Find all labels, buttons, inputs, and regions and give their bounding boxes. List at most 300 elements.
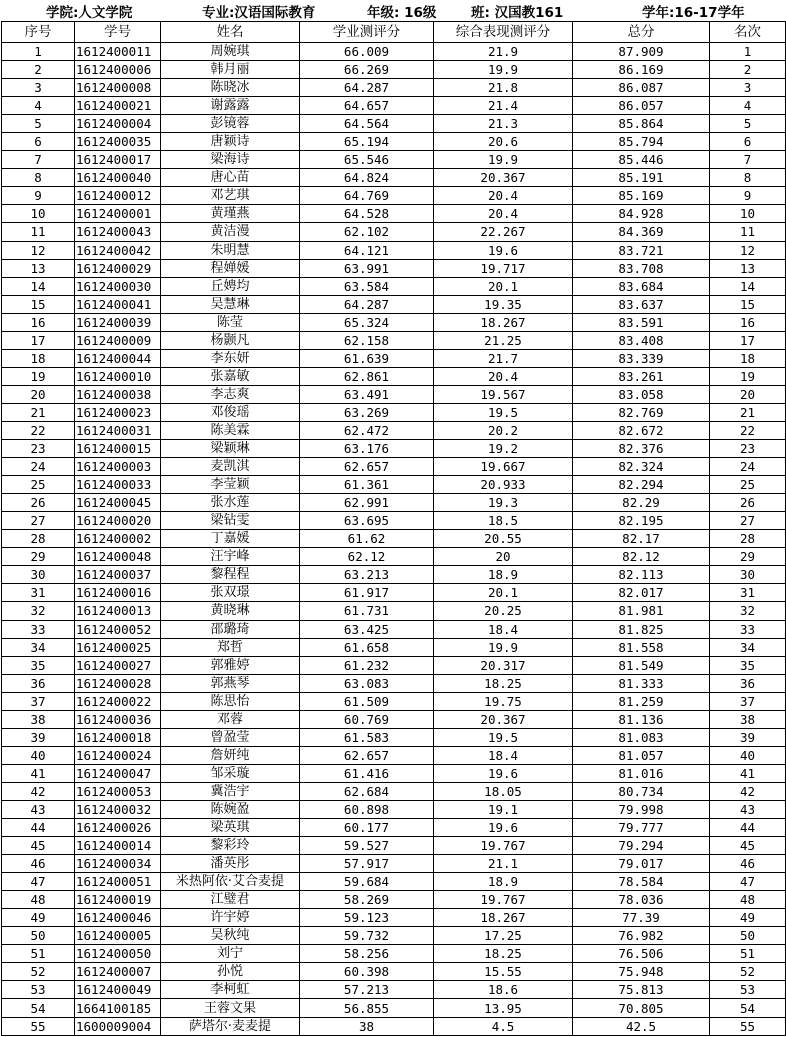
name-cell: 程婵媛 bbox=[161, 259, 300, 277]
total-score-cell: 84.369 bbox=[573, 223, 710, 241]
seq-cell: 1 bbox=[2, 43, 75, 61]
rank-cell: 34 bbox=[710, 638, 786, 656]
table-row bbox=[2, 169, 786, 187]
sheet-header bbox=[0, 0, 786, 21]
seq-cell: 3 bbox=[2, 79, 75, 97]
name-cell: 詹妍纯 bbox=[161, 746, 300, 764]
rank-cell: 14 bbox=[710, 277, 786, 295]
conduct-score-cell: 22.267 bbox=[434, 223, 573, 241]
table-row bbox=[2, 873, 786, 891]
academic-score-cell: 38 bbox=[300, 1017, 434, 1035]
total-score-cell: 78.584 bbox=[573, 873, 710, 891]
student-id-cell: 1612400044 bbox=[75, 349, 161, 367]
total-score-cell: 75.813 bbox=[573, 981, 710, 999]
name-cell: 郭雅婷 bbox=[161, 656, 300, 674]
table-row bbox=[2, 385, 786, 403]
student-id-cell: 1612400016 bbox=[75, 584, 161, 602]
total-score-cell: 76.982 bbox=[573, 927, 710, 945]
academic-score-cell: 61.62 bbox=[300, 530, 434, 548]
name-cell: 朱明慧 bbox=[161, 241, 300, 259]
student-id-cell: 1612400003 bbox=[75, 458, 161, 476]
rank-cell: 28 bbox=[710, 530, 786, 548]
name-cell: 黄洁漫 bbox=[161, 223, 300, 241]
grade-label: 年级: 16级 bbox=[367, 5, 437, 21]
table-row bbox=[2, 476, 786, 494]
table-row bbox=[2, 728, 786, 746]
conduct-score-cell: 19.567 bbox=[434, 385, 573, 403]
academic-score-cell: 62.12 bbox=[300, 548, 434, 566]
conduct-score-cell: 19.9 bbox=[434, 151, 573, 169]
table-body bbox=[2, 43, 786, 1036]
rank-cell: 11 bbox=[710, 223, 786, 241]
academic-score-cell: 61.416 bbox=[300, 764, 434, 782]
name-cell: 郭燕琴 bbox=[161, 674, 300, 692]
rank-cell: 53 bbox=[710, 981, 786, 999]
name-cell: 郑哲 bbox=[161, 638, 300, 656]
name-cell: 麦凯淇 bbox=[161, 458, 300, 476]
seq-cell: 37 bbox=[2, 692, 75, 710]
academic-score-cell: 64.287 bbox=[300, 79, 434, 97]
total-score-cell: 77.39 bbox=[573, 909, 710, 927]
academic-score-cell: 58.269 bbox=[300, 891, 434, 909]
year-label: 学年:16-17学年 bbox=[642, 5, 745, 21]
conduct-score-cell: 19.6 bbox=[434, 241, 573, 259]
rank-cell: 19 bbox=[710, 367, 786, 385]
seq-cell: 4 bbox=[2, 97, 75, 115]
table-row bbox=[2, 205, 786, 223]
rank-cell: 23 bbox=[710, 440, 786, 458]
rank-cell: 17 bbox=[710, 331, 786, 349]
col-header-seq: 序号 bbox=[2, 22, 75, 43]
rank-cell: 26 bbox=[710, 494, 786, 512]
conduct-score-cell: 18.9 bbox=[434, 566, 573, 584]
student-id-cell: 1612400021 bbox=[75, 97, 161, 115]
conduct-score-cell: 19.6 bbox=[434, 819, 573, 837]
col-header-student-id: 学号 bbox=[75, 22, 161, 43]
seq-cell: 8 bbox=[2, 169, 75, 187]
conduct-score-cell: 13.95 bbox=[434, 999, 573, 1017]
table-row bbox=[2, 764, 786, 782]
table-row bbox=[2, 79, 786, 97]
rank-cell: 47 bbox=[710, 873, 786, 891]
conduct-score-cell: 20.367 bbox=[434, 710, 573, 728]
seq-cell: 47 bbox=[2, 873, 75, 891]
seq-cell: 34 bbox=[2, 638, 75, 656]
table-row bbox=[2, 223, 786, 241]
table-row bbox=[2, 656, 786, 674]
conduct-score-cell: 21.1 bbox=[434, 855, 573, 873]
total-score-cell: 81.333 bbox=[573, 674, 710, 692]
name-cell: 邵璐琦 bbox=[161, 620, 300, 638]
total-score-cell: 83.684 bbox=[573, 277, 710, 295]
total-score-cell: 81.083 bbox=[573, 728, 710, 746]
table-row bbox=[2, 891, 786, 909]
seq-cell: 49 bbox=[2, 909, 75, 927]
score-table bbox=[1, 21, 786, 1036]
conduct-score-cell: 21.3 bbox=[434, 115, 573, 133]
name-cell: 曾盈莹 bbox=[161, 728, 300, 746]
student-id-cell: 1612400039 bbox=[75, 313, 161, 331]
academic-score-cell: 66.009 bbox=[300, 43, 434, 61]
seq-cell: 42 bbox=[2, 782, 75, 800]
academic-score-cell: 61.509 bbox=[300, 692, 434, 710]
table-row bbox=[2, 674, 786, 692]
academic-score-cell: 63.176 bbox=[300, 440, 434, 458]
name-cell: 梁英琪 bbox=[161, 819, 300, 837]
total-score-cell: 83.708 bbox=[573, 259, 710, 277]
rank-cell: 54 bbox=[710, 999, 786, 1017]
total-score-cell: 82.12 bbox=[573, 548, 710, 566]
major-label: 专业:汉语国际教育 bbox=[202, 5, 316, 21]
rank-cell: 7 bbox=[710, 151, 786, 169]
academic-score-cell: 60.769 bbox=[300, 710, 434, 728]
seq-cell: 15 bbox=[2, 295, 75, 313]
name-cell: 张水莲 bbox=[161, 494, 300, 512]
seq-cell: 13 bbox=[2, 259, 75, 277]
seq-cell: 51 bbox=[2, 945, 75, 963]
name-cell: 吴慧琳 bbox=[161, 295, 300, 313]
seq-cell: 39 bbox=[2, 728, 75, 746]
rank-cell: 9 bbox=[710, 187, 786, 205]
rank-cell: 36 bbox=[710, 674, 786, 692]
name-cell: 杨颢凡 bbox=[161, 331, 300, 349]
name-cell: 张双璟 bbox=[161, 584, 300, 602]
student-id-cell: 1612400011 bbox=[75, 43, 161, 61]
name-cell: 陈思怡 bbox=[161, 692, 300, 710]
conduct-score-cell: 19.9 bbox=[434, 61, 573, 79]
name-cell: 江璧君 bbox=[161, 891, 300, 909]
table-row bbox=[2, 999, 786, 1017]
student-id-cell: 1612400010 bbox=[75, 367, 161, 385]
table-header-row bbox=[2, 22, 786, 43]
academic-score-cell: 63.584 bbox=[300, 277, 434, 295]
table-row bbox=[2, 746, 786, 764]
rank-cell: 46 bbox=[710, 855, 786, 873]
seq-cell: 40 bbox=[2, 746, 75, 764]
total-score-cell: 83.637 bbox=[573, 295, 710, 313]
name-cell: 唐心苗 bbox=[161, 169, 300, 187]
table-row bbox=[2, 981, 786, 999]
table-row bbox=[2, 187, 786, 205]
rank-cell: 20 bbox=[710, 385, 786, 403]
conduct-score-cell: 21.9 bbox=[434, 43, 573, 61]
name-cell: 黄瑾燕 bbox=[161, 205, 300, 223]
student-id-cell: 1612400001 bbox=[75, 205, 161, 223]
conduct-score-cell: 19.9 bbox=[434, 638, 573, 656]
rank-cell: 45 bbox=[710, 837, 786, 855]
total-score-cell: 81.136 bbox=[573, 710, 710, 728]
table-row bbox=[2, 945, 786, 963]
total-score-cell: 85.794 bbox=[573, 133, 710, 151]
class-label: 班: 汉国教161 bbox=[471, 5, 564, 21]
rank-cell: 6 bbox=[710, 133, 786, 151]
name-cell: 李莹颖 bbox=[161, 476, 300, 494]
academic-score-cell: 61.658 bbox=[300, 638, 434, 656]
conduct-score-cell: 21.4 bbox=[434, 97, 573, 115]
seq-cell: 21 bbox=[2, 403, 75, 421]
total-score-cell: 83.261 bbox=[573, 367, 710, 385]
student-id-cell: 1612400014 bbox=[75, 837, 161, 855]
student-id-cell: 1612400029 bbox=[75, 259, 161, 277]
student-id-cell: 1612400009 bbox=[75, 331, 161, 349]
rank-cell: 52 bbox=[710, 963, 786, 981]
seq-cell: 38 bbox=[2, 710, 75, 728]
name-cell: 张嘉敏 bbox=[161, 367, 300, 385]
seq-cell: 45 bbox=[2, 837, 75, 855]
conduct-score-cell: 19.717 bbox=[434, 259, 573, 277]
seq-cell: 43 bbox=[2, 800, 75, 818]
student-id-cell: 1612400007 bbox=[75, 963, 161, 981]
student-id-cell: 1600009004 bbox=[75, 1017, 161, 1035]
conduct-score-cell: 18.267 bbox=[434, 909, 573, 927]
seq-cell: 32 bbox=[2, 602, 75, 620]
conduct-score-cell: 20 bbox=[434, 548, 573, 566]
total-score-cell: 86.057 bbox=[573, 97, 710, 115]
total-score-cell: 80.734 bbox=[573, 782, 710, 800]
academic-score-cell: 60.898 bbox=[300, 800, 434, 818]
total-score-cell: 79.998 bbox=[573, 800, 710, 818]
rank-cell: 33 bbox=[710, 620, 786, 638]
academic-score-cell: 63.083 bbox=[300, 674, 434, 692]
conduct-score-cell: 20.317 bbox=[434, 656, 573, 674]
rank-cell: 8 bbox=[710, 169, 786, 187]
total-score-cell: 81.057 bbox=[573, 746, 710, 764]
rank-cell: 5 bbox=[710, 115, 786, 133]
conduct-score-cell: 18.4 bbox=[434, 620, 573, 638]
seq-cell: 52 bbox=[2, 963, 75, 981]
academic-score-cell: 61.232 bbox=[300, 656, 434, 674]
student-id-cell: 1612400034 bbox=[75, 855, 161, 873]
seq-cell: 5 bbox=[2, 115, 75, 133]
seq-cell: 6 bbox=[2, 133, 75, 151]
table-row bbox=[2, 855, 786, 873]
rank-cell: 22 bbox=[710, 421, 786, 439]
table-row bbox=[2, 494, 786, 512]
academic-score-cell: 60.398 bbox=[300, 963, 434, 981]
table-row bbox=[2, 584, 786, 602]
conduct-score-cell: 18.5 bbox=[434, 512, 573, 530]
total-score-cell: 81.259 bbox=[573, 692, 710, 710]
rank-cell: 15 bbox=[710, 295, 786, 313]
name-cell: 丁嘉媛 bbox=[161, 530, 300, 548]
rank-cell: 50 bbox=[710, 927, 786, 945]
student-id-cell: 1612400019 bbox=[75, 891, 161, 909]
student-id-cell: 1612400027 bbox=[75, 656, 161, 674]
seq-cell: 48 bbox=[2, 891, 75, 909]
rank-cell: 40 bbox=[710, 746, 786, 764]
academic-score-cell: 58.256 bbox=[300, 945, 434, 963]
rank-cell: 49 bbox=[710, 909, 786, 927]
table-row bbox=[2, 963, 786, 981]
name-cell: 丘娉均 bbox=[161, 277, 300, 295]
total-score-cell: 83.408 bbox=[573, 331, 710, 349]
total-score-cell: 81.549 bbox=[573, 656, 710, 674]
name-cell: 陈晓冰 bbox=[161, 79, 300, 97]
rank-cell: 4 bbox=[710, 97, 786, 115]
student-id-cell: 1612400024 bbox=[75, 746, 161, 764]
total-score-cell: 79.777 bbox=[573, 819, 710, 837]
conduct-score-cell: 18.25 bbox=[434, 945, 573, 963]
academic-score-cell: 65.194 bbox=[300, 133, 434, 151]
conduct-score-cell: 19.2 bbox=[434, 440, 573, 458]
student-id-cell: 1612400012 bbox=[75, 187, 161, 205]
total-score-cell: 86.087 bbox=[573, 79, 710, 97]
student-id-cell: 1612400048 bbox=[75, 548, 161, 566]
total-score-cell: 82.113 bbox=[573, 566, 710, 584]
academic-score-cell: 63.425 bbox=[300, 620, 434, 638]
seq-cell: 27 bbox=[2, 512, 75, 530]
seq-cell: 25 bbox=[2, 476, 75, 494]
academic-score-cell: 64.528 bbox=[300, 205, 434, 223]
rank-cell: 55 bbox=[710, 1017, 786, 1035]
total-score-cell: 78.036 bbox=[573, 891, 710, 909]
student-id-cell: 1612400028 bbox=[75, 674, 161, 692]
table-row bbox=[2, 692, 786, 710]
rank-cell: 39 bbox=[710, 728, 786, 746]
seq-cell: 29 bbox=[2, 548, 75, 566]
name-cell: 黎程程 bbox=[161, 566, 300, 584]
seq-cell: 53 bbox=[2, 981, 75, 999]
col-header-total: 总分 bbox=[573, 22, 710, 43]
conduct-score-cell: 20.933 bbox=[434, 476, 573, 494]
name-cell: 谢露露 bbox=[161, 97, 300, 115]
conduct-score-cell: 21.7 bbox=[434, 349, 573, 367]
academic-score-cell: 64.657 bbox=[300, 97, 434, 115]
table-row bbox=[2, 566, 786, 584]
seq-cell: 23 bbox=[2, 440, 75, 458]
total-score-cell: 79.017 bbox=[573, 855, 710, 873]
academic-score-cell: 63.269 bbox=[300, 403, 434, 421]
conduct-score-cell: 20.25 bbox=[434, 602, 573, 620]
academic-score-cell: 62.472 bbox=[300, 421, 434, 439]
conduct-score-cell: 21.8 bbox=[434, 79, 573, 97]
table-row bbox=[2, 367, 786, 385]
total-score-cell: 83.339 bbox=[573, 349, 710, 367]
total-score-cell: 86.169 bbox=[573, 61, 710, 79]
total-score-cell: 85.446 bbox=[573, 151, 710, 169]
total-score-cell: 79.294 bbox=[573, 837, 710, 855]
name-cell: 邹采璇 bbox=[161, 764, 300, 782]
seq-cell: 10 bbox=[2, 205, 75, 223]
student-id-cell: 1612400004 bbox=[75, 115, 161, 133]
total-score-cell: 42.5 bbox=[573, 1017, 710, 1035]
col-header-name: 姓名 bbox=[161, 22, 300, 43]
table-row bbox=[2, 313, 786, 331]
name-cell: 刘宁 bbox=[161, 945, 300, 963]
seq-cell: 11 bbox=[2, 223, 75, 241]
student-id-cell: 1612400050 bbox=[75, 945, 161, 963]
seq-cell: 24 bbox=[2, 458, 75, 476]
total-score-cell: 82.017 bbox=[573, 584, 710, 602]
seq-cell: 16 bbox=[2, 313, 75, 331]
student-id-cell: 1612400032 bbox=[75, 800, 161, 818]
seq-cell: 18 bbox=[2, 349, 75, 367]
conduct-score-cell: 17.25 bbox=[434, 927, 573, 945]
name-cell: 邓俊瑶 bbox=[161, 403, 300, 421]
seq-cell: 31 bbox=[2, 584, 75, 602]
conduct-score-cell: 20.4 bbox=[434, 205, 573, 223]
conduct-score-cell: 19.667 bbox=[434, 458, 573, 476]
student-id-cell: 1612400053 bbox=[75, 782, 161, 800]
name-cell: 梁海诗 bbox=[161, 151, 300, 169]
table-row bbox=[2, 259, 786, 277]
conduct-score-cell: 19.767 bbox=[434, 837, 573, 855]
total-score-cell: 82.769 bbox=[573, 403, 710, 421]
academic-score-cell: 65.324 bbox=[300, 313, 434, 331]
student-id-cell: 1612400043 bbox=[75, 223, 161, 241]
student-id-cell: 1612400023 bbox=[75, 403, 161, 421]
student-id-cell: 1612400031 bbox=[75, 421, 161, 439]
rank-cell: 2 bbox=[710, 61, 786, 79]
student-id-cell: 1612400022 bbox=[75, 692, 161, 710]
total-score-cell: 83.721 bbox=[573, 241, 710, 259]
academic-score-cell: 61.731 bbox=[300, 602, 434, 620]
rank-cell: 16 bbox=[710, 313, 786, 331]
name-cell: 米热阿依·艾合麦提 bbox=[161, 873, 300, 891]
total-score-cell: 76.506 bbox=[573, 945, 710, 963]
rank-cell: 25 bbox=[710, 476, 786, 494]
total-score-cell: 81.558 bbox=[573, 638, 710, 656]
name-cell: 周婉琪 bbox=[161, 43, 300, 61]
name-cell: 邓蓉 bbox=[161, 710, 300, 728]
rank-cell: 31 bbox=[710, 584, 786, 602]
seq-cell: 55 bbox=[2, 1017, 75, 1035]
academic-score-cell: 59.684 bbox=[300, 873, 434, 891]
name-cell: 冀浩宇 bbox=[161, 782, 300, 800]
seq-cell: 44 bbox=[2, 819, 75, 837]
student-id-cell: 1612400041 bbox=[75, 295, 161, 313]
academic-score-cell: 57.213 bbox=[300, 981, 434, 999]
table-row bbox=[2, 458, 786, 476]
col-header-academic-score: 学业测评分 bbox=[300, 22, 434, 43]
student-id-cell: 1612400015 bbox=[75, 440, 161, 458]
table-row bbox=[2, 530, 786, 548]
rank-cell: 48 bbox=[710, 891, 786, 909]
seq-cell: 12 bbox=[2, 241, 75, 259]
table-row bbox=[2, 440, 786, 458]
student-id-cell: 1612400037 bbox=[75, 566, 161, 584]
conduct-score-cell: 21.25 bbox=[434, 331, 573, 349]
seq-cell: 22 bbox=[2, 421, 75, 439]
student-id-cell: 1612400017 bbox=[75, 151, 161, 169]
academic-score-cell: 63.695 bbox=[300, 512, 434, 530]
seq-cell: 14 bbox=[2, 277, 75, 295]
rank-cell: 12 bbox=[710, 241, 786, 259]
total-score-cell: 82.376 bbox=[573, 440, 710, 458]
student-id-cell: 1612400013 bbox=[75, 602, 161, 620]
conduct-score-cell: 18.267 bbox=[434, 313, 573, 331]
college-label: 学院:人文学院 bbox=[46, 5, 133, 21]
academic-score-cell: 59.123 bbox=[300, 909, 434, 927]
name-cell: 陈婉盈 bbox=[161, 800, 300, 818]
total-score-cell: 85.864 bbox=[573, 115, 710, 133]
rank-cell: 32 bbox=[710, 602, 786, 620]
name-cell: 梁颖琳 bbox=[161, 440, 300, 458]
name-cell: 李志爽 bbox=[161, 385, 300, 403]
table-row bbox=[2, 151, 786, 169]
academic-score-cell: 63.991 bbox=[300, 259, 434, 277]
table-row bbox=[2, 133, 786, 151]
academic-score-cell: 62.102 bbox=[300, 223, 434, 241]
conduct-score-cell: 19.3 bbox=[434, 494, 573, 512]
total-score-cell: 83.058 bbox=[573, 385, 710, 403]
seq-cell: 7 bbox=[2, 151, 75, 169]
name-cell: 王蓉文果 bbox=[161, 999, 300, 1017]
rank-cell: 51 bbox=[710, 945, 786, 963]
rank-cell: 43 bbox=[710, 800, 786, 818]
table-row bbox=[2, 602, 786, 620]
table-row bbox=[2, 43, 786, 61]
